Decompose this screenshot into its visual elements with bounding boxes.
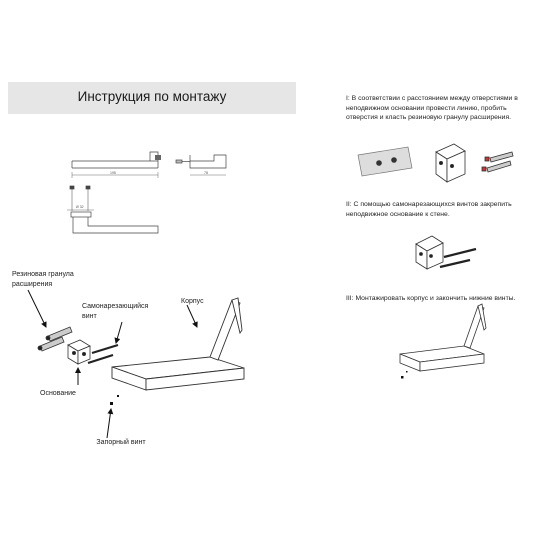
step2-screw-icon	[440, 249, 476, 267]
dim-length: 195	[110, 171, 116, 175]
step3-lock-screw-icon	[401, 371, 408, 379]
step3-holder-icon	[400, 304, 486, 371]
label-base: Основание	[40, 390, 76, 397]
side-view-drawing	[72, 152, 226, 178]
step-1-text: I: В соответствии с расстоянием между отверстиями в неподвижном основании провести линию, пробить отверстия и класть резиновую гранулу расширения.	[346, 95, 518, 122]
label-self-tapping-screw: Самонарезающийся винт	[82, 303, 149, 320]
page-title: Инструкция по монтажу	[77, 89, 227, 104]
top-view-drawing	[67, 186, 158, 233]
self-tapping-screw-icon	[88, 345, 118, 363]
label-body: Корпус	[181, 298, 204, 305]
lock-screw-icon	[110, 395, 119, 405]
dim-hole-spacing: Ø 32	[76, 205, 84, 209]
step1-anchor-icon	[482, 152, 513, 172]
step1-base-icon	[436, 144, 465, 182]
step-2-text: II: С помощью самонарезающихся винтов закрепить неподвижное основание к стене.	[346, 201, 512, 218]
dim-depth: 78	[204, 171, 208, 175]
step-3-text: III: Монтажировать корпус и закончить нижние винты.	[346, 295, 516, 302]
step2-base-icon	[416, 236, 443, 269]
label-rubber-anchor: Резиновая гранула расширения	[12, 271, 74, 288]
rubber-anchor-icon	[38, 327, 72, 351]
mounting-base-icon	[68, 340, 90, 364]
wall-plate-icon	[358, 147, 412, 176]
label-lock-screw: Запорный винт	[96, 439, 146, 446]
